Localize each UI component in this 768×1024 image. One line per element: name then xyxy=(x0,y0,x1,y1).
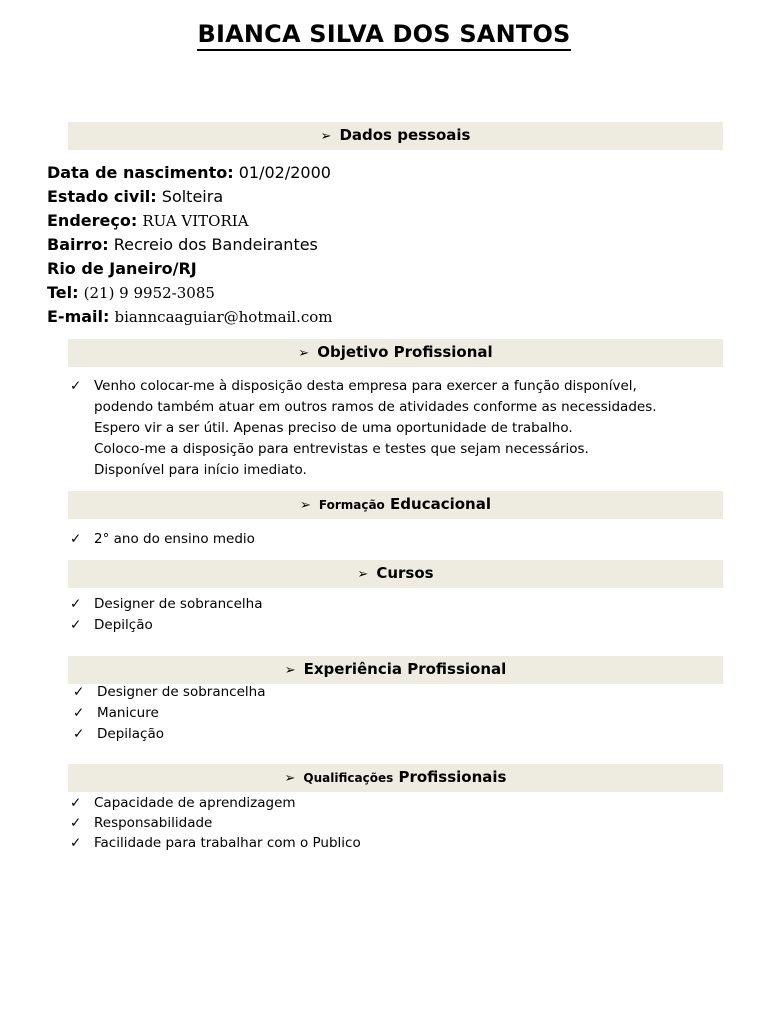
list-item-text: Depilação xyxy=(97,726,164,742)
section-header-personal xyxy=(68,122,723,150)
birth-row xyxy=(47,161,333,185)
list-item xyxy=(70,793,361,813)
section-title: Cursos xyxy=(376,564,434,582)
resume-name xyxy=(0,20,768,48)
section-header-courses xyxy=(68,560,723,588)
list-item-text: Responsabilidade xyxy=(94,815,213,831)
phone-label: Tel: xyxy=(47,283,79,302)
check-icon: ✓ xyxy=(70,378,82,394)
check-icon: ✓ xyxy=(73,726,85,742)
civil-row xyxy=(47,185,333,209)
birth-label: Data de nascimento: xyxy=(47,163,234,182)
section-title-small: Formação xyxy=(318,498,385,512)
email-label: E-mail: xyxy=(47,307,110,326)
list-item xyxy=(70,833,361,853)
arrow-icon: ➢ xyxy=(357,567,369,582)
email-row xyxy=(47,305,333,329)
check-icon: ✓ xyxy=(70,596,82,612)
district-label: Bairro: xyxy=(47,235,109,254)
section-header-experience xyxy=(68,656,723,684)
address-label: Endereço: xyxy=(47,211,138,230)
arrow-icon: ➢ xyxy=(284,663,296,678)
list-item xyxy=(73,682,265,703)
list-item-text: 2° ano do ensino medio xyxy=(94,531,255,547)
arrow-icon: ➢ xyxy=(284,771,296,786)
section-title-small: Qualificações xyxy=(303,771,394,785)
education-list xyxy=(70,529,255,549)
phone-row xyxy=(47,281,333,305)
phone-value: (21) 9 9952-3085 xyxy=(83,284,215,302)
list-item xyxy=(70,594,262,615)
civil-value: Solteira xyxy=(161,187,224,206)
personal-info xyxy=(47,161,333,329)
qualifications-list xyxy=(70,793,361,853)
check-icon: ✓ xyxy=(70,815,82,831)
address-row xyxy=(47,209,333,233)
city-value: Rio de Janeiro/RJ xyxy=(47,259,197,278)
objective-list xyxy=(70,376,657,481)
list-item xyxy=(70,418,657,439)
list-item xyxy=(70,460,657,481)
name-text: BIANCA SILVA DOS SANTOS xyxy=(197,20,570,51)
section-title: Objetivo Profissional xyxy=(317,343,493,361)
check-icon: ✓ xyxy=(70,795,82,811)
objective-line: Disponível para início imediato. xyxy=(94,462,307,478)
list-item-text: Depilção xyxy=(94,617,153,633)
civil-label: Estado civil: xyxy=(47,187,157,206)
list-item-text: Designer de sobrancelha xyxy=(94,596,263,612)
check-icon: ✓ xyxy=(73,684,85,700)
check-icon: ✓ xyxy=(70,617,82,633)
section-title: Educacional xyxy=(390,495,492,513)
list-item xyxy=(70,615,262,636)
list-item xyxy=(70,397,657,418)
list-item-text: Designer de sobrancelha xyxy=(97,684,266,700)
district-row xyxy=(47,233,333,257)
list-item xyxy=(70,529,255,549)
list-item xyxy=(70,439,657,460)
section-header-education xyxy=(68,491,723,519)
list-item xyxy=(73,724,265,745)
list-item xyxy=(73,703,265,724)
objective-line: podendo também atuar em outros ramos de atividades conforme as necessidades. xyxy=(94,399,657,415)
section-title: Profissionais xyxy=(398,768,507,786)
objective-line: Espero vir a ser útil. Apenas preciso de uma oportunidade de trabalho. xyxy=(94,420,573,436)
objective-line: Venho colocar-me à disposição desta empresa para exercer a função disponível, xyxy=(94,378,637,394)
check-icon: ✓ xyxy=(70,835,82,851)
arrow-icon: ➢ xyxy=(298,346,310,361)
list-item xyxy=(70,376,657,397)
list-item-text: Facilidade para trabalhar com o Publico xyxy=(94,835,361,851)
city-row xyxy=(47,257,333,281)
email-value: biannca​aguiar@hotmail.com xyxy=(114,308,333,326)
check-icon: ✓ xyxy=(73,705,85,721)
arrow-icon: ➢ xyxy=(320,129,332,144)
district-value: Recreio dos Bandeirantes xyxy=(113,235,318,254)
courses-list xyxy=(70,594,262,636)
address-value: RUA VITORIA xyxy=(142,212,249,230)
section-header-objective xyxy=(68,339,723,367)
section-header-qualifications xyxy=(68,764,723,792)
section-title: Experiência Profissional xyxy=(303,660,507,678)
experience-list xyxy=(73,682,265,745)
birth-value: 01/02/2000 xyxy=(238,163,331,182)
section-title: Dados pessoais xyxy=(339,126,471,144)
objective-line: Coloco-me a disposição para entrevistas e testes que sejam necessários. xyxy=(94,441,589,457)
list-item xyxy=(70,813,361,833)
list-item-text: Manicure xyxy=(97,705,159,721)
list-item-text: Capacidade de aprendizagem xyxy=(94,795,296,811)
arrow-icon: ➢ xyxy=(299,498,311,513)
check-icon: ✓ xyxy=(70,531,82,547)
